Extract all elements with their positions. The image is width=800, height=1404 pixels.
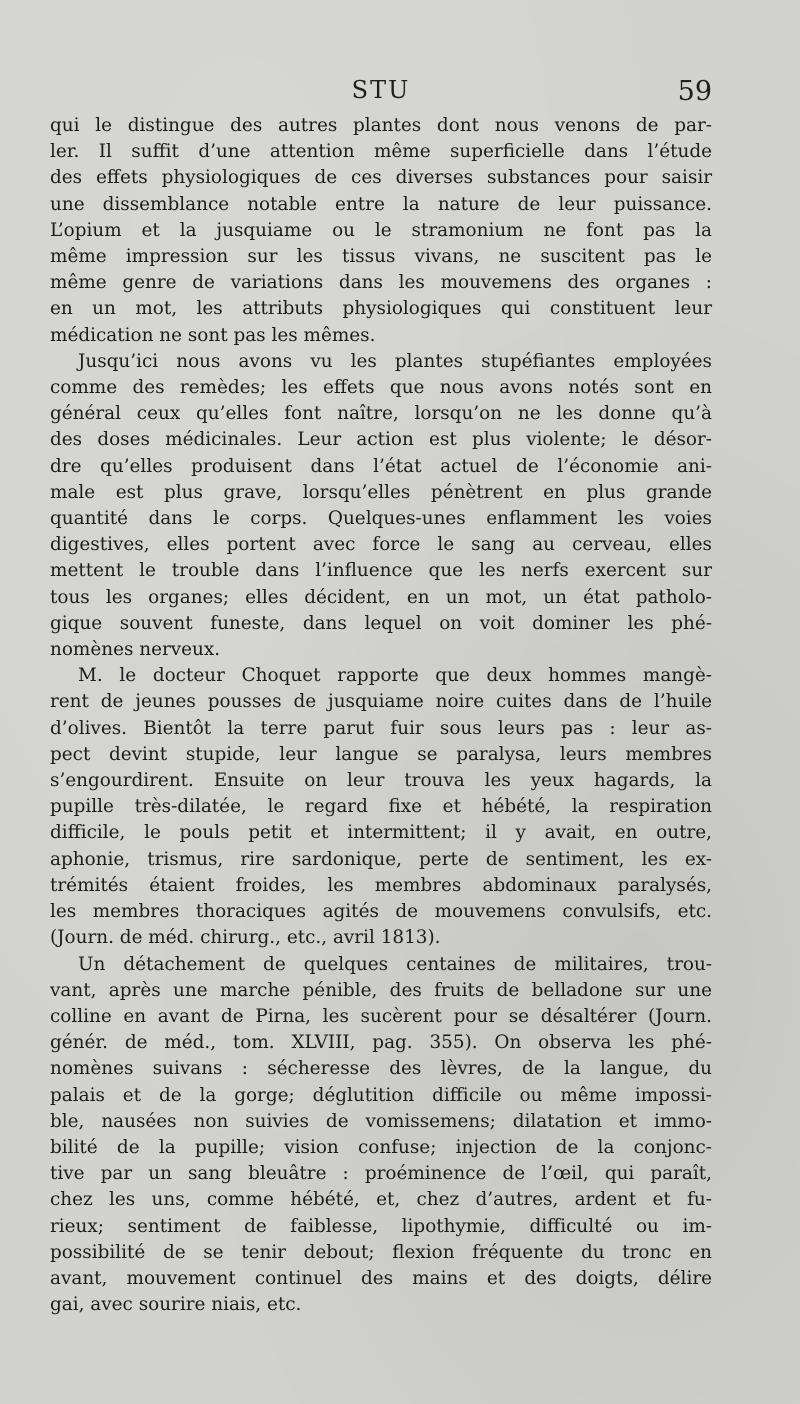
page-header	[50, 74, 712, 110]
body-text	[50, 113, 712, 1318]
text-line: male est plus grave, lorsqu’elles pénètrent en plus grande	[50, 481, 712, 503]
text-line: comme des remèdes; les effets que nous avons notés sont en	[50, 377, 712, 399]
paragraph-1	[50, 113, 712, 349]
text-line: palais et de la gorge; déglutition difficile ou même impossi-	[50, 1084, 712, 1106]
text-line: nomènes nerveux.	[50, 639, 221, 661]
text-line: ble, nausées non suivies de vomissemens; dilatation et immo-	[50, 1110, 712, 1132]
paragraph-2	[50, 349, 712, 663]
text-line: général ceux qu’elles font naître, lorsqu’on ne les donne qu’à	[50, 403, 712, 425]
text-line: même impression sur les tissus vivans, ne suscitent pas le	[50, 246, 712, 268]
text-line: Un détachement de quelques centaines de militaires, trou-	[78, 953, 712, 975]
text-line: avant, mouvement continuel des mains et des doigts, délire	[50, 1267, 712, 1289]
text-line: nomènes suivans : sécheresse des lèvres, de la langue, du	[50, 1058, 712, 1080]
text-line: ler. Il suffit d’une attention même superficielle dans l’étude	[50, 141, 712, 163]
text-line: génér. de méd., tom. XLVIII, pag. 355). On observa les phé-	[50, 1032, 712, 1054]
text-line: mettent le trouble dans l’influence que les nerfs exercent sur	[50, 560, 712, 582]
text-line: des effets physiologiques de ces diverses substances pour saisir	[50, 167, 712, 189]
text-line: colline en avant de Pirna, les sucèrent pour se désaltérer (Journ.	[50, 1005, 712, 1027]
text-line: une dissemblance notable entre la nature de leur puissance.	[50, 193, 712, 215]
text-line: digestives, elles portent avec force le sang au cerveau, elles	[50, 534, 712, 556]
text-line: gai, avec sourire niais, etc.	[50, 1294, 302, 1316]
text-line: possibilité de se tenir debout; flexion fréquente du tronc en	[50, 1241, 712, 1263]
text-line: même genre de variations dans les mouvemens des organes :	[50, 272, 712, 294]
text-line: quantité dans le corps. Quelques-unes enflamment les voies	[50, 508, 712, 530]
text-line: rieux; sentiment de faiblesse, lipothymie, difficulté ou im-	[50, 1215, 712, 1237]
text-line: gique souvent funeste, dans lequel on voit dominer les phé-	[50, 612, 712, 634]
text-line: Jusqu’ici nous avons vu les plantes stupéfiantes employées	[78, 350, 712, 372]
text-line: (Journ. de méd. chirurg., etc., avril 1813).	[50, 927, 441, 949]
text-line: M. le docteur Choquet rapporte que deux hommes mangè-	[78, 665, 712, 687]
text-line: aphonie, trismus, rire sardonique, perte de sentiment, les ex-	[50, 848, 712, 870]
text-line: tous les organes; elles décident, en un mot, un état patholo-	[50, 586, 712, 608]
text-line: qui le distingue des autres plantes dont nous venons de par-	[50, 115, 712, 136]
text-line: dre qu’elles produisent dans l’état actuel de l’économie ani-	[50, 455, 712, 477]
text-line: en un mot, les attributs physiologiques qui constituent leur	[50, 298, 712, 320]
text-line: des doses médicinales. Leur action est plus violente; le désor-	[50, 429, 712, 451]
text-line: vant, après une marche pénible, des fruits de belladone sur une	[50, 979, 712, 1001]
text-line: d’olives. Bientôt la terre parut fuir sous leurs pas : leur as-	[50, 717, 712, 739]
text-line: bilité de la pupille; vision confuse; injection de la conjonc-	[50, 1136, 712, 1158]
text-line: rent de jeunes pousses de jusquiame noire cuites dans de l’huile	[50, 691, 712, 713]
text-line: les membres thoraciques agités de mouvemens convulsifs, etc.	[50, 901, 712, 923]
running-head: STU	[351, 76, 411, 104]
text-line: tive par un sang bleuâtre : proéminence de l’œil, qui paraît,	[50, 1163, 712, 1185]
text-line: médication ne sont pas les mêmes.	[50, 324, 376, 346]
paragraph-3	[50, 663, 712, 951]
text-line: difficile, le pouls petit et intermittent; il y avait, en outre,	[50, 822, 712, 844]
text-line: trémités étaient froides, les membres abdominaux paralysés,	[50, 874, 712, 896]
page-number: 59	[677, 76, 712, 107]
text-line: pect devint stupide, leur langue se paralysa, leurs membres	[50, 743, 712, 765]
paragraph-4	[50, 952, 712, 1319]
text-line: pupille très-dilatée, le regard fixe et hébété, la respiration	[50, 796, 712, 818]
text-line: s’engourdirent. Ensuite on leur trouva les yeux hagards, la	[50, 770, 712, 792]
text-line: chez les uns, comme hébété, et, chez d’autres, ardent et fu-	[50, 1189, 712, 1211]
text-line: L’opium et la jusquiame ou le stramonium ne font pas la	[50, 219, 712, 241]
